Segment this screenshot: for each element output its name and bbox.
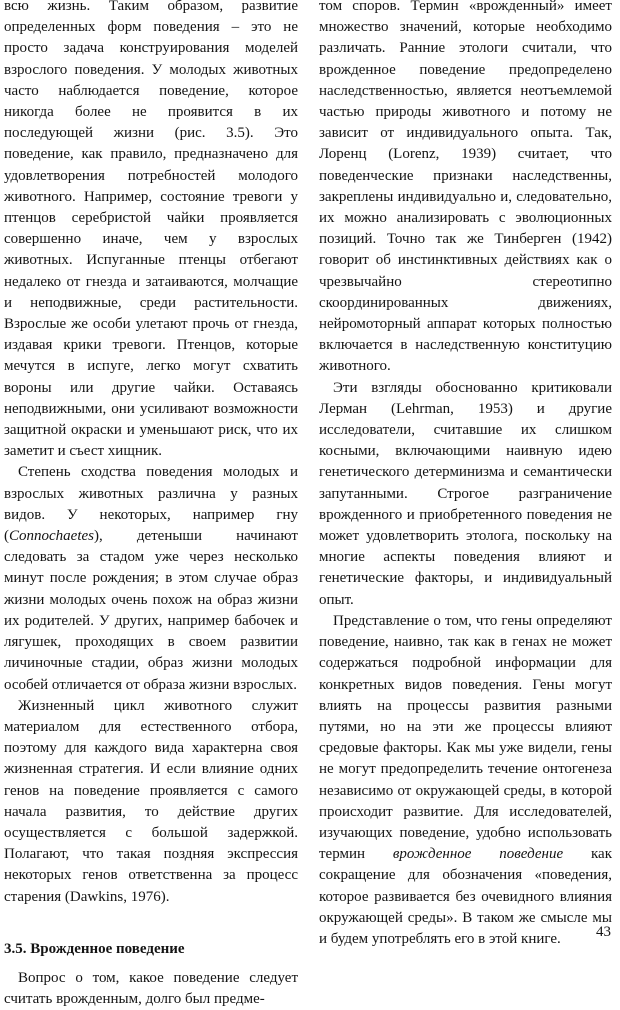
section-heading: 3.5. Врожденное поведение <box>4 940 185 957</box>
paragraph-text: Представление о том, что гены определяют поведение, наивно, так как в генах не может содержаться подробной информации для конкретных видов поведения. Гены могут влиять на процессы развития разными путями, но на эти же процессы влияют средовые факторы. Как мы уже видели, гены не могут предопределить течение онтогенеза независимо от окружающей среды, в которой происходит развитие. Для исследователей, изучающих поведение, удобно использовать термин <box>319 612 612 863</box>
left-column <box>4 0 298 1010</box>
paragraph: Жизненный цикл животного служит материалом для естественного отбора, поэтому для каждого вида характерна своя жизненная стратегия. И если влияние одних генов на поведение проявляется с самого начала развития, то действие других осуществляется с большой задержкой. Полагают, что такая поздняя экспрессия некоторых генов ответственна за процесс старения (Dawkins, 1976). <box>4 697 298 905</box>
paragraph-text: как сокращение для обозначения «поведения, которое развивается без очевидного влияния окружающей среды». В таком же смысле мы и будем употреблять его в этой книге. <box>319 846 612 947</box>
paragraph-text: ), детеныши начинают следовать за стадом уже через несколько минут после рождения; в этом случае образ жизни молодых очень похож на образ жизни их родителей. У других, например бабочек и лягушек, проходящих в своем развитии личиночные стадии, образ жизни молодых особей отличается от образа жизни взрослых. <box>4 528 298 693</box>
species-latin-name: Connochaetes <box>9 528 94 545</box>
term-italic: врожденное поведение <box>392 846 564 863</box>
paragraph <box>319 611 612 950</box>
paragraph: Вопрос о том, какое поведение следует считать врожденным, долго был предме- <box>4 969 298 1007</box>
paragraph-text: Степень сходства поведения молодых и взрослых животных различна у разных видов. У некоторых, например гну ( <box>4 464 298 545</box>
page-number: 43 <box>596 924 611 940</box>
right-column <box>319 0 612 950</box>
paragraph: всю жизнь. Таким образом, развитие определенных форм поведения – это не просто задача конструирования моделей взрослого поведения. У молодых животных часто наблюдается поведение, которое никогда более не проявится в их последующей жизни (рис. 3.5). Это поведение, как правило, предназначено для удовлетворения потребностей молодого животного. Например, состояние тревоги у птенцов серебристой чайки проявляется совершенно иначе, чем у взрослых животных. Испуганные птенцы отбегают недалеко от гнезда и затаиваются, молчащие и неподвижные, среди растительности. Взрослые же особи улетают прочь от гнезда, издавая крики тревоги. Птенцов, которые мечутся в испуге, легко могут схватить вороны или другие чайки. Оставаясь неподвижными, они усиливают возможности защитной окраски и уменьшают риск, что их заметит и съест хищник. <box>4 0 298 460</box>
paragraph: Эти взгляды обоснованно критиковали Лерман (Lehrman, 1953) и другие исследователи, считавшие их слишком косными, включающими наивную идею генетического детерминизма и семантически запутанными. Строгое разграничение врожденного и приобретенного поведения не может удовлетворить этолога, поскольку на многие аспекты поведения влияют и генетические факторы, и индивидуальный опыт. <box>319 379 612 608</box>
paragraph: том споров. Термин «врожденный» имеет множество значений, которые необходимо различать. Ранние этологи считали, что врожденное поведение предопределено наследственностью, является неотъемлемой частью природы животного и потому не зависит от индивидуального опыта. Так, Лоренц (Lorenz, 1939) считает, что поведенческие признаки наследственны, закреплены индивидуально и, следовательно, их можно анализировать с эволюционных позиций. Точно так же Тинберген (1942) говорит об инстинктивных действиях как о чрезвычайно стереотипно скоординированных движениях, нейромоторный аппарат которых полностью включается в наследственную конституцию животного. <box>319 0 612 375</box>
paragraph <box>4 462 298 695</box>
